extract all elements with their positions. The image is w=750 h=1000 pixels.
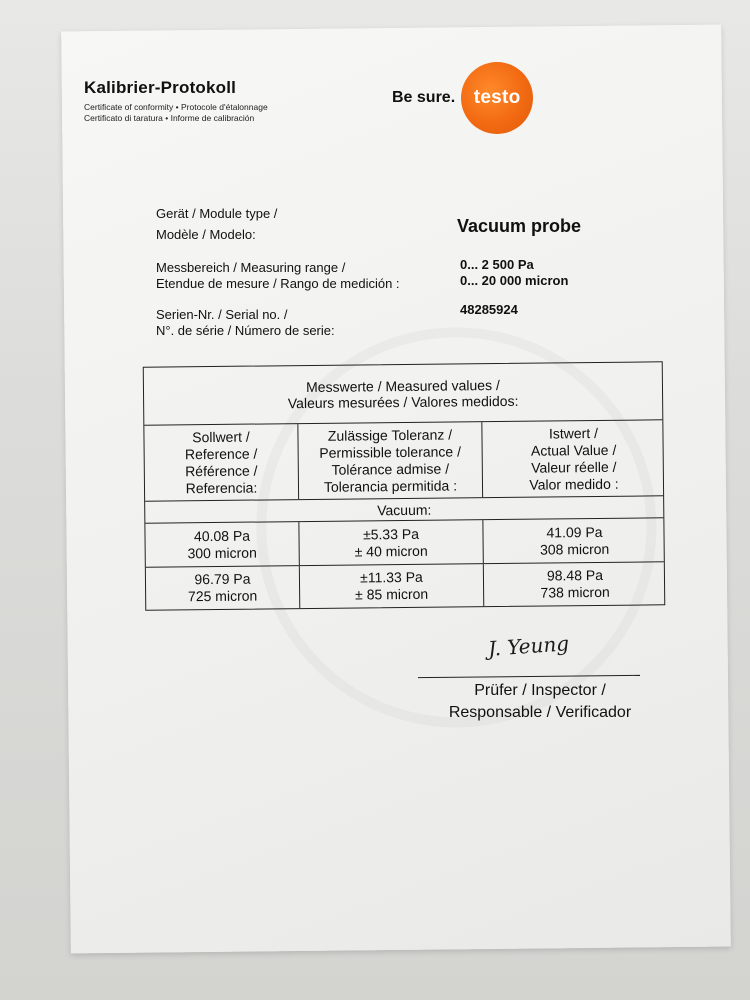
logo-text: testo (473, 87, 521, 108)
certificate-subtitle (84, 102, 268, 124)
reference-cell (146, 566, 300, 610)
vacuum-section-label: Vacuum: (377, 501, 432, 518)
tolerance-pa: ±11.33 Pa (360, 568, 423, 586)
tolerance-header-line: Tolerancia permitida : (323, 476, 458, 495)
module-label-line-2: Modèle / Modelo: (156, 227, 256, 242)
subtitle-line-2: Certificato di taratura • Informe de calibración (84, 113, 255, 123)
actual-pa: 98.48 Pa (546, 566, 604, 584)
table-row (146, 562, 664, 609)
measured-values-table (143, 361, 666, 610)
inspector-label (420, 680, 660, 724)
serial-number-label (156, 307, 335, 339)
reference-micron: 725 micron (187, 587, 258, 605)
reference-micron: 300 micron (187, 544, 257, 561)
actual-micron: 308 micron (539, 540, 610, 558)
reference-pa: 96.79 Pa (194, 570, 251, 588)
reference-header (144, 424, 299, 501)
module-type-label (156, 206, 277, 243)
actual-header-line: Valeur réelle / (531, 458, 617, 476)
actual-pa: 41.09 Pa (546, 523, 603, 541)
tolerance-micron: ± 85 micron (355, 585, 429, 603)
serial-label-line-1: Serien-Nr. / Serial no. / (156, 307, 288, 322)
brand-header (392, 62, 533, 134)
actual-header-line: Valor medido : (529, 475, 619, 493)
serial-number-value: 48285924 (460, 302, 518, 317)
reference-header-line: Reference / (184, 445, 258, 462)
inspector-label-line-2: Responsable / Verificador (448, 704, 632, 721)
table-header-row (144, 420, 663, 501)
module-type-value: Vacuum probe (457, 216, 582, 236)
reference-header-line: Sollwert / (192, 428, 250, 445)
range-label-line-2: Etendue de mesure / Rango de medición : (156, 276, 400, 291)
tolerance-header-line: Tolérance admise / (331, 460, 450, 478)
table-title-line-1: Messwerte / Measured values / (305, 376, 500, 395)
actual-value-header (482, 420, 665, 497)
actual-header-line: Actual Value / (530, 441, 617, 459)
testo-logo (461, 62, 533, 134)
range-label-line-1: Messbereich / Measuring range / (156, 260, 346, 275)
tolerance-header-line: Zulässige Toleranz / (327, 425, 453, 444)
tolerance-header (298, 422, 483, 499)
actual-value-cell (483, 518, 665, 563)
reference-header-line: Referencia: (185, 479, 258, 496)
reference-pa: 40.08 Pa (193, 527, 251, 544)
actual-micron: 738 micron (540, 583, 610, 601)
actual-header-line: Istwert / (548, 424, 599, 441)
reference-header-line: Référence / (185, 462, 258, 479)
subtitle-line-1: Certificate of conformity • Protocole d'étalonnage (84, 102, 268, 112)
table-row (145, 518, 663, 567)
certificate-title: Kalibrier-Protokoll (84, 78, 237, 97)
tolerance-cell (299, 520, 483, 565)
table-title-row (144, 362, 663, 425)
serial-label-line-2: N°. de série / Número de serie: (156, 323, 335, 338)
inspector-label-line-1: Prüfer / Inspector / (474, 682, 606, 699)
inspector-signature: J. Yeung (487, 631, 570, 661)
range-value-line-2: 0... 20 000 micron (460, 273, 569, 288)
tolerance-micron: ± 40 micron (354, 542, 428, 560)
tolerance-cell (300, 564, 484, 608)
measuring-range-label (156, 260, 400, 292)
tolerance-header-line: Permissible tolerance / (319, 442, 462, 461)
reference-cell (145, 522, 299, 567)
range-value-line-1: 0... 2 500 Pa (460, 257, 534, 272)
table-title-line-2: Valeurs mesurées / Valores medidos: (287, 392, 519, 411)
module-label-line-1: Gerät / Module type / (156, 206, 278, 221)
tolerance-pa: ±5.33 Pa (362, 525, 420, 542)
brand-slogan: Be sure. (392, 89, 456, 106)
measuring-range-value (460, 257, 568, 289)
actual-value-cell (484, 562, 666, 606)
table-title (144, 362, 663, 424)
